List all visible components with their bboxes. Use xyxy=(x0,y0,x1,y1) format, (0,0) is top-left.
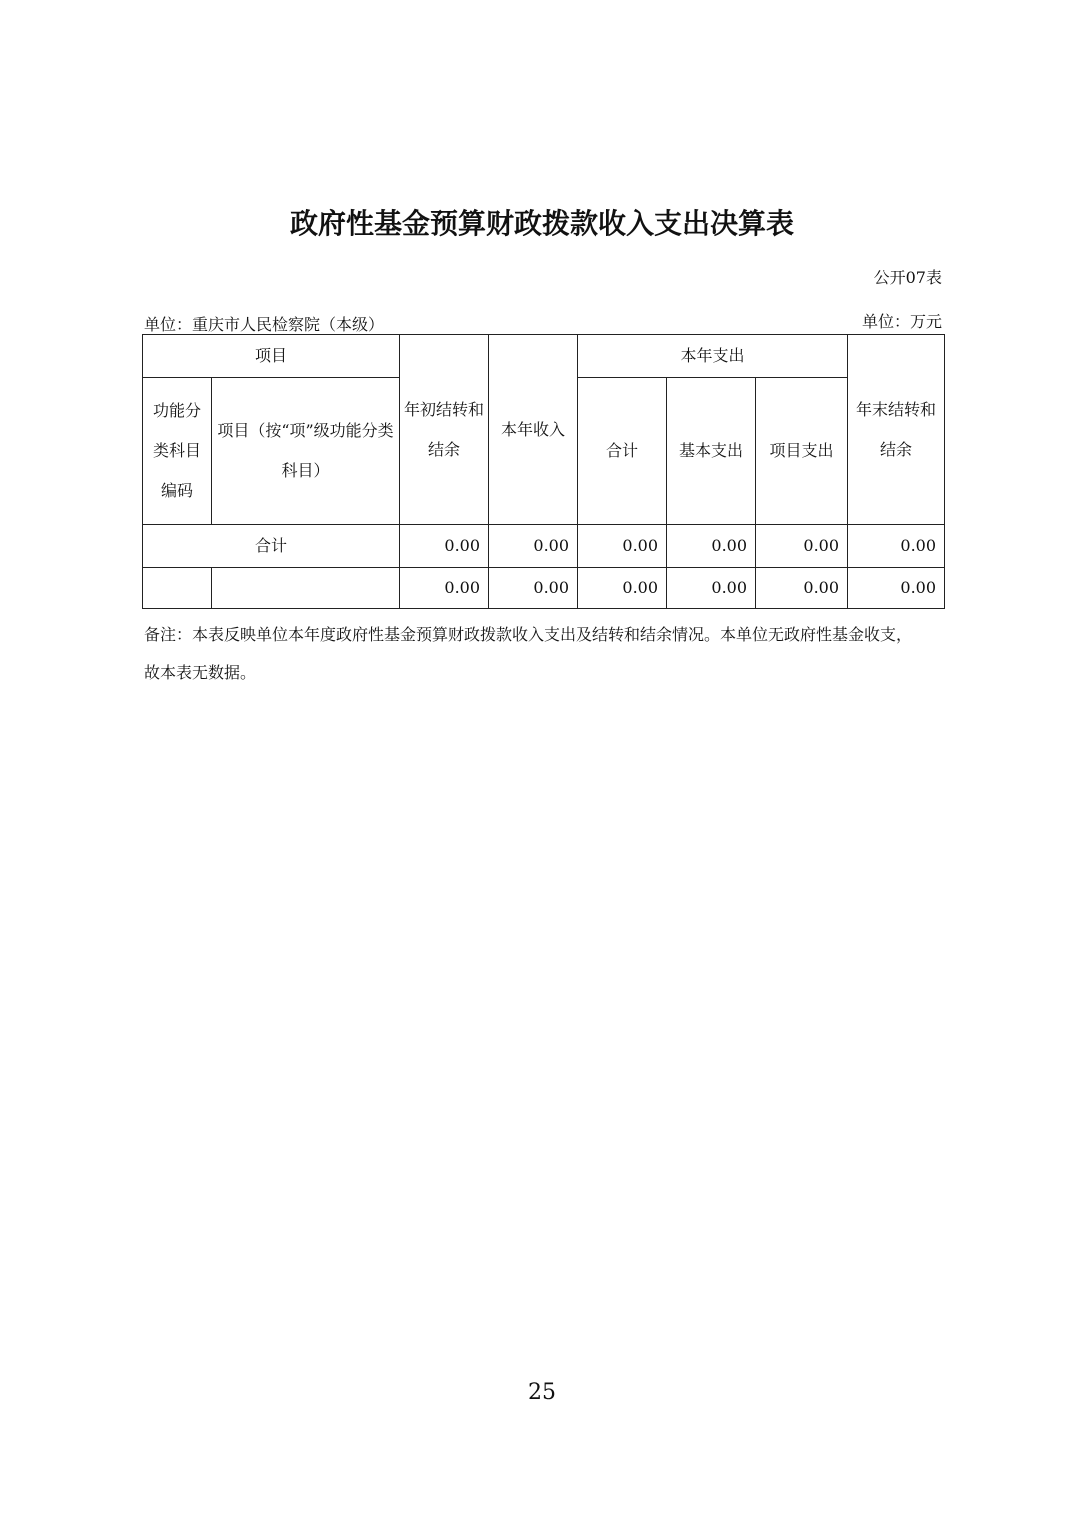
header-item-name: 项目（按“项”级功能分类 科目） xyxy=(212,378,400,525)
header-project: 项目 xyxy=(143,335,400,378)
row-begin-balance: 0.00 xyxy=(400,568,489,609)
row-project: 0.00 xyxy=(756,568,848,609)
total-label: 合计 xyxy=(143,525,400,568)
row-end-balance: 0.00 xyxy=(848,568,945,609)
row-func-code xyxy=(143,568,212,609)
note-line-2: 故本表无数据。 xyxy=(144,663,257,682)
unit-currency: 单位：万元 xyxy=(861,312,942,331)
total-end-balance: 0.00 xyxy=(848,525,945,568)
row-subtotal: 0.00 xyxy=(578,568,667,609)
total-row xyxy=(143,525,945,568)
total-begin-balance: 0.00 xyxy=(400,525,489,568)
header-end-balance: 年末结转和 结余 xyxy=(848,335,945,525)
budget-table xyxy=(142,334,945,609)
header-begin-balance: 年初结转和 结余 xyxy=(400,335,489,525)
row-income: 0.00 xyxy=(489,568,578,609)
unit-organization: 单位：重庆市人民检察院（本级） xyxy=(144,315,385,334)
row-item-name xyxy=(212,568,400,609)
row-basic: 0.00 xyxy=(667,568,756,609)
table-number: 公开07表 xyxy=(873,268,942,287)
header-expense: 本年支出 xyxy=(578,335,848,378)
note-line-1: 备注：本表反映单位本年度政府性基金预算财政拨款收入支出及结转和结余情况。本单位无政府性基金收支， xyxy=(144,625,913,644)
table-note xyxy=(144,616,944,692)
header-income: 本年收入 xyxy=(489,335,578,525)
header-basic-expense: 基本支出 xyxy=(667,378,756,525)
header-func-code: 功能分 类科目 编码 xyxy=(143,378,212,525)
total-income: 0.00 xyxy=(489,525,578,568)
header-project-expense: 项目支出 xyxy=(756,378,848,525)
total-subtotal: 0.00 xyxy=(578,525,667,568)
table-row xyxy=(143,568,945,609)
total-basic: 0.00 xyxy=(667,525,756,568)
document-title: 政府性基金预算财政拨款收入支出决算表 xyxy=(289,207,794,240)
header-subtotal: 合计 xyxy=(578,378,667,525)
total-project: 0.00 xyxy=(756,525,848,568)
page-number: 25 xyxy=(528,1380,556,1405)
